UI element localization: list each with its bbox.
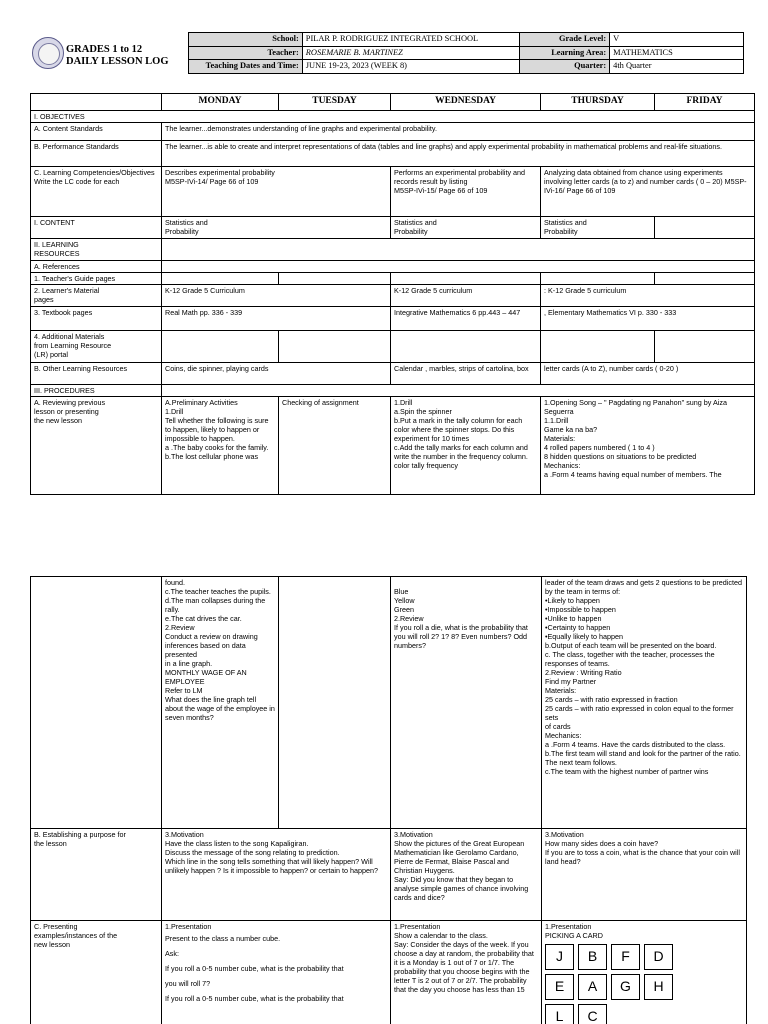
- other-resources-monday: Coins, die spinner, playing cards: [162, 363, 391, 385]
- continued-thursday: leader of the team draws and gets 2 questions to be predicted by the team in terms of: •Likely to happen •Impossible to happen •Unlike to happen •Certainty to happen •Equally likely to happen b.Output of each team will be presented on the board. c. The class, together with the teacher, processes the responses of teams. 2.Review : Writing Ratio Find my Partner Materials: 25 cards – with ratio expressed in fraction 25 cards – with ratio expressed in colon equal to the former sets of cards Mechanics: a .Form 4 teams. Have the cards distributed to the class. b.The first team will stand and look for the partner of the ratio. The next team follows. c.The team with the highest number of partner wins: [542, 577, 747, 829]
- purpose-wednesday: 3.Motivation Show the pictures of the Great European Mathematician like Gerolamo Cardano, Pierre de Fermat, Blaise Pascal and Christian Huygens. Say: Did you know that they began to analyse simple games of chance involving cards and dice?: [391, 829, 542, 921]
- question-2: If you roll a 0-5 number cube, what is the probability that: [165, 994, 344, 1003]
- learning-resources-cell: [162, 239, 755, 261]
- title-line-2: DAILY LESSON LOG: [66, 56, 169, 67]
- competencies-thursday: Analyzing data obtained from chance using experiments involving letter cards (a to z) and number cards ( 0 – 20) M5SP-IVi-16/ Page 66 of 109: [541, 167, 755, 217]
- learners-material-thursday: : K-12 Grade 5 curriculum: [541, 285, 755, 307]
- letter-card: A: [578, 974, 607, 1000]
- letter-card: D: [644, 944, 673, 970]
- content-label: I. CONTENT: [31, 217, 162, 239]
- school-value: PILAR P. RODRIGUEZ INTEGRATED SCHOOL: [302, 33, 520, 47]
- deped-seal-icon: [32, 37, 64, 69]
- reviewing-monday: A.Preliminary Activities 1.Drill Tell whether the following is sure to happen, likely to happen or impossible to happen. a .The baby cooks for the family. b.The lost cellular phone was: [162, 397, 279, 495]
- learners-material-monday: K-12 Grade 5 Curriculum: [162, 285, 391, 307]
- textbook-monday: Real Math pp. 336 - 339: [162, 307, 391, 331]
- presenting-thursday: [542, 921, 747, 1024]
- textbook-thursday: , Elementary Mathematics VI p. 330 - 333: [541, 307, 755, 331]
- letter-card: F: [611, 944, 640, 970]
- plan-table-page-2: [30, 576, 747, 1024]
- letter-card: C: [578, 1004, 607, 1024]
- teachers-guide-label: 1. Teacher's Guide pages: [31, 273, 162, 285]
- lesson-log-page-2: [0, 576, 768, 1024]
- other-resources-thursday: letter cards (A to Z), number cards ( 0-20 ): [541, 363, 755, 385]
- tg-mon: [162, 273, 279, 285]
- letter-card: J: [545, 944, 574, 970]
- continued-label: [31, 577, 162, 829]
- continued-wednesday: Blue Yellow Green 2.Review If you roll a die, what is the probability that you will roll 2? 1? 8? Even numbers? Odd numbers?: [391, 577, 542, 829]
- question-1-end: you will roll 7?: [165, 979, 211, 988]
- continued-tuesday: [279, 577, 391, 829]
- area-label: Learning Area:: [520, 46, 610, 60]
- tg-tue: [279, 273, 391, 285]
- letter-card: G: [611, 974, 640, 1000]
- continued-monday: found. c.The teacher teaches the pupils. d.The man collapses during the rally. e.The cat drives the car. 2.Review Conduct a review on drawing inferences based on data presented in a line graph. MONTHLY WAGE OF AN EMPLOYEE Refer to LM What does the line graph tell about the wage of the employee in seven months?: [162, 577, 279, 829]
- procedures-label: III. PROCEDURES: [31, 385, 162, 397]
- am-wed: [391, 331, 541, 363]
- day-monday: MONDAY: [162, 94, 279, 111]
- days-corner: [31, 94, 162, 111]
- learners-material-label: 2. Learner's Material pages: [31, 285, 162, 307]
- am-fri: [655, 331, 755, 363]
- content-wednesday: Statistics and Probability: [391, 217, 541, 239]
- day-thursday: THURSDAY: [541, 94, 655, 111]
- am-mon: [162, 331, 279, 363]
- competencies-monday: Describes experimental probability M5SP-IVi-14/ Page 66 of 109: [162, 167, 391, 217]
- textbook-wednesday: Integrative Mathematics 6 pp.443 – 447: [391, 307, 541, 331]
- competencies-wednesday: Performs an experimental probability and records result by listing M5SP-IVi-15/ Page 66 of 109: [391, 167, 541, 217]
- header-info-table: [188, 32, 744, 74]
- presentation-heading: 1.Presentation: [165, 922, 212, 931]
- performance-standards-text: The learner...is able to create and interpret representations of data (tables and line graphs) and apply experimental probability in mathematical problems and real-life situations.: [162, 141, 755, 167]
- purpose-monday: 3.Motivation Have the class listen to the song Kapaligiran. Discuss the message of the song relating to prediction. Which line in the song tells something that will likely happen? Will unlikely happen ? Is it impossible to happen? or certain to happen?: [162, 829, 391, 921]
- additional-materials-label: 4. Additional Materials from Learning Resource (LR) portal: [31, 331, 162, 363]
- picking-card-title: PICKING A CARD: [545, 931, 603, 940]
- references-cell: [162, 261, 755, 273]
- competencies-label: C. Learning Competencies/Objectives Write the LC code for each: [31, 167, 162, 217]
- objectives-heading: I. OBJECTIVES: [31, 111, 755, 123]
- day-tuesday: TUESDAY: [279, 94, 391, 111]
- letter-card: L: [545, 1004, 574, 1024]
- presentation-heading-thursday: 1.Presentation: [545, 922, 592, 931]
- ask-label: Ask:: [165, 949, 179, 958]
- purpose-thursday: 3.Motivation How many sides does a coin have? If you are to toss a coin, what is the chance that your coin will land head?: [542, 829, 747, 921]
- content-thursday: Statistics and Probability: [541, 217, 655, 239]
- question-1: If you roll a 0-5 number cube, what is the probability that: [165, 964, 344, 973]
- tg-fri: [655, 273, 755, 285]
- letter-card: H: [644, 974, 673, 1000]
- references-label: A. References: [31, 261, 162, 273]
- learners-material-wednesday: K-12 Grade 5 curriculum: [391, 285, 541, 307]
- teacher-value: ROSEMARIE B. MARTINEZ: [302, 46, 520, 60]
- other-resources-label: B. Other Learning Resources: [31, 363, 162, 385]
- grade-value: V: [610, 33, 744, 47]
- day-friday: FRIDAY: [655, 94, 755, 111]
- document-title: [66, 44, 169, 68]
- content-monday: Statistics and Probability: [162, 217, 391, 239]
- am-thu: [541, 331, 655, 363]
- title-line-1: GRADES 1 to 12: [66, 44, 143, 55]
- letter-card: B: [578, 944, 607, 970]
- textbook-label: 3. Textbook pages: [31, 307, 162, 331]
- presenting-monday: [162, 921, 391, 1024]
- school-label: School:: [189, 33, 303, 47]
- procedures-cell: [162, 385, 755, 397]
- am-tue: [279, 331, 391, 363]
- dates-value: JUNE 19-23, 2023 (WEEK 8): [302, 60, 520, 74]
- letter-card: E: [545, 974, 574, 1000]
- area-value: MATHEMATICS: [610, 46, 744, 60]
- dates-label: Teaching Dates and Time:: [189, 60, 303, 74]
- reviewing-label: A. Reviewing previous lesson or presenting the new lesson: [31, 397, 162, 495]
- tg-wed: [391, 273, 541, 285]
- plan-table-page-1: [30, 93, 755, 495]
- performance-standards-label: B. Performance Standards: [31, 141, 162, 167]
- grade-label: Grade Level:: [520, 33, 610, 47]
- letter-card-grid: [545, 944, 743, 1024]
- content-friday: [655, 217, 755, 239]
- quarter-value: 4th Quarter: [610, 60, 744, 74]
- reviewing-wednesday: 1.Drill a.Spin the spinner b.Put a mark in the tally column for each color where the spinner stops. Do this experiment for 10 times c.Add the tally marks for each column and write the number in the frequency column. color tally frequency: [391, 397, 541, 495]
- purpose-label: B. Establishing a purpose for the lesson: [31, 829, 162, 921]
- other-resources-wednesday: Calendar , marbles, strips of cartolina, box: [391, 363, 541, 385]
- presenting-label: C. Presenting examples/instances of the new lesson: [31, 921, 162, 1024]
- content-standards-label: A. Content Standards: [31, 123, 162, 141]
- content-standards-text: The learner...demonstrates understanding of line graphs and experimental probability.: [162, 123, 755, 141]
- learning-resources-label: II. LEARNING RESOURCES: [31, 239, 162, 261]
- quarter-label: Quarter:: [520, 60, 610, 74]
- reviewing-thursday: 1.Opening Song – " Pagdating ng Panahon" sung by Aiza Seguerra 1.1.Drill Game ka na ba? Materials: 4 rolled papers numbered ( 1 to 4 ) 8 hidden questions on situations to be predicted Mechanics: a .Form 4 teams having equal number of members. The: [541, 397, 755, 495]
- teacher-label: Teacher:: [189, 46, 303, 60]
- presentation-intro: Present to the class a number cube.: [165, 934, 281, 943]
- presenting-wednesday: 1.Presentation Show a calendar to the class. Say: Consider the days of the week. If you choose a day at random, the probability that it is a Monday is 1 out of 7 or 1/7. The probability that you choose begins with the letter T is 2 out of 7 or 2/7. The probability that the day you choose has less than 15: [391, 921, 542, 1024]
- reviewing-tuesday: Checking of assignment: [279, 397, 391, 495]
- day-wednesday: WEDNESDAY: [391, 94, 541, 111]
- tg-thu: [541, 273, 655, 285]
